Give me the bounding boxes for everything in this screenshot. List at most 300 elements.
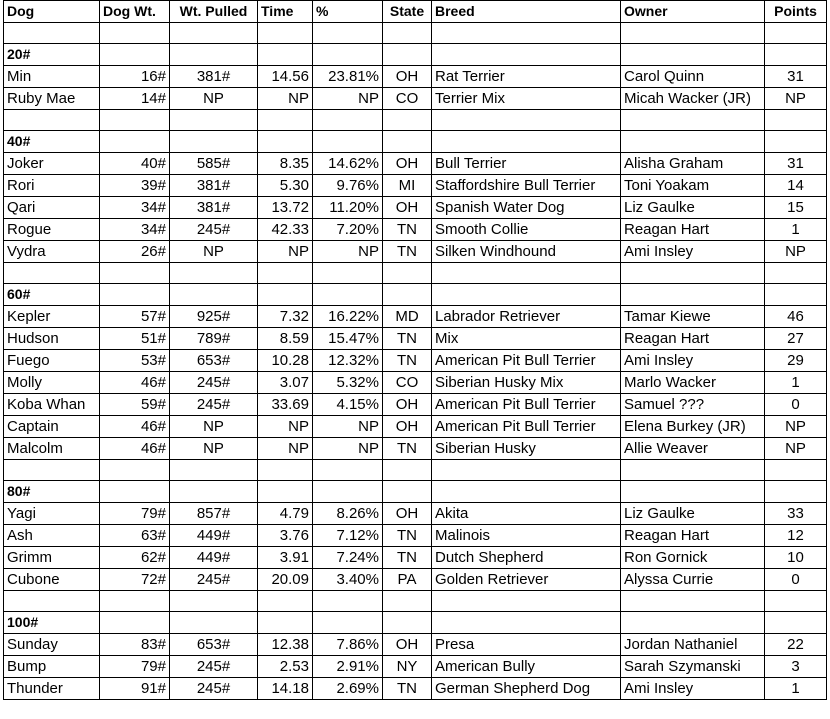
table-row: [4, 525, 827, 547]
empty-cell: [383, 110, 432, 131]
empty-cell: [621, 263, 765, 284]
cell-points: 29: [765, 350, 827, 372]
empty-cell: [383, 481, 432, 503]
cell-dog: Kepler: [4, 306, 100, 328]
empty-cell: [170, 460, 258, 481]
cell-state: OH: [383, 197, 432, 219]
empty-cell: [313, 263, 383, 284]
cell-breed: Silken Windhound: [432, 241, 621, 263]
empty-cell: [100, 460, 170, 481]
cell-owner: Reagan Hart: [621, 525, 765, 547]
table-row: [4, 197, 827, 219]
cell-points: NP: [765, 438, 827, 460]
cell-breed: Spanish Water Dog: [432, 197, 621, 219]
empty-cell: [383, 131, 432, 153]
empty-cell: [621, 23, 765, 44]
cell-owner: Ami Insley: [621, 350, 765, 372]
header-row: [4, 1, 827, 23]
cell-owner: Reagan Hart: [621, 219, 765, 241]
cell-state: CO: [383, 88, 432, 110]
cell-points: 15: [765, 197, 827, 219]
empty-cell: [432, 23, 621, 44]
cell-percent: 4.15%: [313, 394, 383, 416]
cell-breed: Presa: [432, 634, 621, 656]
empty-cell: [432, 263, 621, 284]
empty-cell: [258, 23, 313, 44]
cell-dog: Grimm: [4, 547, 100, 569]
cell-owner: Elena Burkey (JR): [621, 416, 765, 438]
column-header-breed: Breed: [432, 1, 621, 23]
cell-weight-pulled: 653#: [170, 350, 258, 372]
spacer-row: [4, 263, 827, 284]
cell-dog-weight: 91#: [100, 678, 170, 700]
cell-dog: Hudson: [4, 328, 100, 350]
weight-class-label: 60#: [4, 284, 100, 306]
weight-class-label: 80#: [4, 481, 100, 503]
empty-cell: [100, 481, 170, 503]
cell-dog-weight: 62#: [100, 547, 170, 569]
column-header-dog-weight: Dog Wt.: [100, 1, 170, 23]
cell-breed: Mix: [432, 328, 621, 350]
empty-cell: [765, 481, 827, 503]
cell-points: 1: [765, 372, 827, 394]
empty-cell: [100, 44, 170, 66]
cell-breed: Rat Terrier: [432, 66, 621, 88]
cell-state: TN: [383, 350, 432, 372]
empty-cell: [383, 44, 432, 66]
empty-cell: [258, 110, 313, 131]
empty-cell: [621, 284, 765, 306]
weight-class-label: 100#: [4, 612, 100, 634]
cell-weight-pulled: 245#: [170, 372, 258, 394]
cell-dog: Ruby Mae: [4, 88, 100, 110]
cell-state: MI: [383, 175, 432, 197]
cell-dog-weight: 39#: [100, 175, 170, 197]
cell-time: NP: [258, 241, 313, 263]
cell-state: TN: [383, 328, 432, 350]
cell-owner: Toni Yoakam: [621, 175, 765, 197]
cell-dog-weight: 57#: [100, 306, 170, 328]
cell-breed: American Bully: [432, 656, 621, 678]
table-row: [4, 394, 827, 416]
cell-weight-pulled: 245#: [170, 678, 258, 700]
empty-cell: [383, 460, 432, 481]
empty-cell: [170, 110, 258, 131]
empty-cell: [383, 284, 432, 306]
cell-state: CO: [383, 372, 432, 394]
empty-cell: [170, 131, 258, 153]
empty-cell: [432, 481, 621, 503]
table-row: [4, 678, 827, 700]
cell-dog: Koba Whan: [4, 394, 100, 416]
cell-breed: Smooth Collie: [432, 219, 621, 241]
empty-cell: [765, 460, 827, 481]
cell-time: 13.72: [258, 197, 313, 219]
cell-points: 14: [765, 175, 827, 197]
cell-dog: Yagi: [4, 503, 100, 525]
table-row: [4, 372, 827, 394]
empty-cell: [170, 23, 258, 44]
weight-class-row: [4, 284, 827, 306]
cell-percent: 7.12%: [313, 525, 383, 547]
empty-cell: [258, 612, 313, 634]
cell-owner: Ron Gornick: [621, 547, 765, 569]
cell-owner: Liz Gaulke: [621, 197, 765, 219]
cell-state: OH: [383, 503, 432, 525]
cell-breed: American Pit Bull Terrier: [432, 416, 621, 438]
empty-cell: [170, 284, 258, 306]
cell-state: TN: [383, 219, 432, 241]
cell-time: NP: [258, 88, 313, 110]
cell-percent: 15.47%: [313, 328, 383, 350]
cell-time: 3.76: [258, 525, 313, 547]
cell-dog: Thunder: [4, 678, 100, 700]
empty-cell: [258, 591, 313, 612]
cell-weight-pulled: 245#: [170, 569, 258, 591]
cell-percent: 3.40%: [313, 569, 383, 591]
empty-cell: [258, 284, 313, 306]
cell-weight-pulled: 381#: [170, 66, 258, 88]
column-header-points: Points: [765, 1, 827, 23]
cell-weight-pulled: NP: [170, 416, 258, 438]
empty-cell: [621, 131, 765, 153]
cell-weight-pulled: 245#: [170, 656, 258, 678]
cell-dog-weight: 72#: [100, 569, 170, 591]
cell-time: 42.33: [258, 219, 313, 241]
cell-weight-pulled: 381#: [170, 197, 258, 219]
empty-cell: [313, 481, 383, 503]
table-row: [4, 66, 827, 88]
empty-cell: [258, 481, 313, 503]
cell-dog: Sunday: [4, 634, 100, 656]
table-row: [4, 503, 827, 525]
empty-cell: [4, 263, 100, 284]
cell-breed: Siberian Husky: [432, 438, 621, 460]
empty-cell: [383, 263, 432, 284]
results-table: [3, 0, 827, 700]
cell-dog-weight: 83#: [100, 634, 170, 656]
cell-percent: 8.26%: [313, 503, 383, 525]
cell-state: TN: [383, 438, 432, 460]
table-row: [4, 88, 827, 110]
empty-cell: [258, 131, 313, 153]
cell-breed: Bull Terrier: [432, 153, 621, 175]
empty-cell: [4, 23, 100, 44]
empty-cell: [383, 591, 432, 612]
column-header-owner: Owner: [621, 1, 765, 23]
empty-cell: [621, 110, 765, 131]
cell-weight-pulled: 449#: [170, 547, 258, 569]
column-header-percent: %: [313, 1, 383, 23]
cell-dog-weight: 46#: [100, 438, 170, 460]
cell-percent: NP: [313, 438, 383, 460]
cell-dog-weight: 46#: [100, 416, 170, 438]
cell-breed: Akita: [432, 503, 621, 525]
cell-time: 14.18: [258, 678, 313, 700]
cell-dog-weight: 53#: [100, 350, 170, 372]
cell-weight-pulled: 449#: [170, 525, 258, 547]
empty-cell: [765, 131, 827, 153]
cell-time: 12.38: [258, 634, 313, 656]
cell-percent: 2.91%: [313, 656, 383, 678]
empty-cell: [432, 460, 621, 481]
table-row: [4, 569, 827, 591]
cell-dog: Rori: [4, 175, 100, 197]
cell-percent: 14.62%: [313, 153, 383, 175]
cell-points: NP: [765, 88, 827, 110]
cell-time: 4.79: [258, 503, 313, 525]
table-row: [4, 306, 827, 328]
table-row: [4, 241, 827, 263]
weight-class-row: [4, 612, 827, 634]
cell-time: 8.59: [258, 328, 313, 350]
cell-breed: American Pit Bull Terrier: [432, 394, 621, 416]
cell-owner: Ami Insley: [621, 678, 765, 700]
empty-cell: [258, 460, 313, 481]
cell-time: 14.56: [258, 66, 313, 88]
empty-cell: [313, 131, 383, 153]
cell-weight-pulled: 245#: [170, 219, 258, 241]
table-row: [4, 350, 827, 372]
empty-cell: [313, 460, 383, 481]
empty-cell: [258, 263, 313, 284]
table-row: [4, 634, 827, 656]
empty-cell: [621, 44, 765, 66]
cell-percent: 5.32%: [313, 372, 383, 394]
empty-cell: [765, 44, 827, 66]
cell-owner: Alisha Graham: [621, 153, 765, 175]
empty-cell: [313, 591, 383, 612]
empty-cell: [313, 110, 383, 131]
cell-percent: 23.81%: [313, 66, 383, 88]
cell-dog-weight: 16#: [100, 66, 170, 88]
table-row: [4, 175, 827, 197]
empty-cell: [313, 612, 383, 634]
cell-dog: Joker: [4, 153, 100, 175]
empty-cell: [383, 23, 432, 44]
cell-owner: Tamar Kiewe: [621, 306, 765, 328]
column-header-dog: Dog: [4, 1, 100, 23]
column-header-weight-pulled: Wt. Pulled: [170, 1, 258, 23]
cell-percent: 7.24%: [313, 547, 383, 569]
cell-breed: Golden Retriever: [432, 569, 621, 591]
cell-state: OH: [383, 634, 432, 656]
cell-percent: NP: [313, 241, 383, 263]
empty-cell: [432, 612, 621, 634]
cell-dog-weight: 14#: [100, 88, 170, 110]
cell-weight-pulled: NP: [170, 241, 258, 263]
cell-weight-pulled: 585#: [170, 153, 258, 175]
cell-dog-weight: 59#: [100, 394, 170, 416]
empty-cell: [432, 131, 621, 153]
cell-owner: Carol Quinn: [621, 66, 765, 88]
cell-points: 10: [765, 547, 827, 569]
cell-time: NP: [258, 438, 313, 460]
cell-weight-pulled: 857#: [170, 503, 258, 525]
empty-cell: [258, 44, 313, 66]
cell-state: MD: [383, 306, 432, 328]
cell-breed: Dutch Shepherd: [432, 547, 621, 569]
cell-state: TN: [383, 678, 432, 700]
cell-dog: Min: [4, 66, 100, 88]
cell-weight-pulled: NP: [170, 438, 258, 460]
cell-percent: NP: [313, 416, 383, 438]
cell-owner: Jordan Nathaniel: [621, 634, 765, 656]
cell-dog: Qari: [4, 197, 100, 219]
cell-dog-weight: 63#: [100, 525, 170, 547]
cell-breed: American Pit Bull Terrier: [432, 350, 621, 372]
cell-dog: Cubone: [4, 569, 100, 591]
cell-dog-weight: 34#: [100, 219, 170, 241]
cell-dog: Fuego: [4, 350, 100, 372]
cell-points: NP: [765, 416, 827, 438]
cell-dog: Molly: [4, 372, 100, 394]
cell-percent: 9.76%: [313, 175, 383, 197]
cell-points: 31: [765, 66, 827, 88]
cell-state: PA: [383, 569, 432, 591]
cell-weight-pulled: 653#: [170, 634, 258, 656]
empty-cell: [621, 591, 765, 612]
column-header-state: State: [383, 1, 432, 23]
cell-dog: Malcolm: [4, 438, 100, 460]
cell-percent: 12.32%: [313, 350, 383, 372]
cell-dog-weight: 79#: [100, 503, 170, 525]
empty-cell: [170, 263, 258, 284]
cell-state: TN: [383, 525, 432, 547]
empty-cell: [383, 612, 432, 634]
cell-points: 31: [765, 153, 827, 175]
cell-dog: Vydra: [4, 241, 100, 263]
empty-cell: [100, 284, 170, 306]
cell-percent: 16.22%: [313, 306, 383, 328]
empty-cell: [4, 110, 100, 131]
empty-cell: [4, 591, 100, 612]
table-row: [4, 153, 827, 175]
cell-breed: Terrier Mix: [432, 88, 621, 110]
cell-state: OH: [383, 153, 432, 175]
empty-cell: [100, 110, 170, 131]
cell-points: NP: [765, 241, 827, 263]
cell-dog: Rogue: [4, 219, 100, 241]
empty-cell: [100, 591, 170, 612]
column-header-time: Time: [258, 1, 313, 23]
cell-breed: German Shepherd Dog: [432, 678, 621, 700]
cell-points: 1: [765, 219, 827, 241]
cell-weight-pulled: NP: [170, 88, 258, 110]
cell-time: 7.32: [258, 306, 313, 328]
cell-points: 46: [765, 306, 827, 328]
cell-dog-weight: 40#: [100, 153, 170, 175]
cell-dog-weight: 26#: [100, 241, 170, 263]
empty-cell: [432, 110, 621, 131]
empty-cell: [170, 481, 258, 503]
table-row: [4, 328, 827, 350]
empty-cell: [765, 263, 827, 284]
cell-dog: Ash: [4, 525, 100, 547]
cell-state: TN: [383, 241, 432, 263]
cell-dog-weight: 46#: [100, 372, 170, 394]
empty-cell: [765, 23, 827, 44]
weight-class-row: [4, 44, 827, 66]
cell-time: 10.28: [258, 350, 313, 372]
empty-cell: [313, 284, 383, 306]
cell-state: OH: [383, 416, 432, 438]
cell-dog: Captain: [4, 416, 100, 438]
cell-owner: Marlo Wacker: [621, 372, 765, 394]
empty-cell: [4, 460, 100, 481]
spacer-row: [4, 460, 827, 481]
cell-breed: Malinois: [432, 525, 621, 547]
cell-percent: 2.69%: [313, 678, 383, 700]
cell-points: 0: [765, 394, 827, 416]
weight-class-label: 40#: [4, 131, 100, 153]
cell-dog-weight: 34#: [100, 197, 170, 219]
cell-percent: 7.20%: [313, 219, 383, 241]
cell-breed: Labrador Retriever: [432, 306, 621, 328]
empty-cell: [432, 591, 621, 612]
spacer-row: [4, 23, 827, 44]
cell-time: 3.91: [258, 547, 313, 569]
cell-points: 22: [765, 634, 827, 656]
cell-owner: Ami Insley: [621, 241, 765, 263]
empty-cell: [432, 284, 621, 306]
empty-cell: [765, 284, 827, 306]
weight-class-row: [4, 131, 827, 153]
empty-cell: [621, 481, 765, 503]
cell-state: OH: [383, 394, 432, 416]
cell-time: 3.07: [258, 372, 313, 394]
cell-state: TN: [383, 547, 432, 569]
empty-cell: [100, 131, 170, 153]
cell-points: 12: [765, 525, 827, 547]
cell-weight-pulled: 789#: [170, 328, 258, 350]
cell-time: 8.35: [258, 153, 313, 175]
empty-cell: [313, 44, 383, 66]
cell-time: 33.69: [258, 394, 313, 416]
empty-cell: [432, 44, 621, 66]
cell-points: 1: [765, 678, 827, 700]
empty-cell: [765, 591, 827, 612]
cell-weight-pulled: 245#: [170, 394, 258, 416]
empty-cell: [170, 591, 258, 612]
cell-owner: Reagan Hart: [621, 328, 765, 350]
empty-cell: [100, 23, 170, 44]
cell-percent: NP: [313, 88, 383, 110]
spacer-row: [4, 591, 827, 612]
table-row: [4, 219, 827, 241]
cell-dog-weight: 51#: [100, 328, 170, 350]
cell-points: 0: [765, 569, 827, 591]
empty-cell: [313, 23, 383, 44]
empty-cell: [621, 612, 765, 634]
empty-cell: [765, 612, 827, 634]
table-row: [4, 547, 827, 569]
table-row: [4, 416, 827, 438]
cell-time: NP: [258, 416, 313, 438]
cell-breed: Siberian Husky Mix: [432, 372, 621, 394]
cell-breed: Staffordshire Bull Terrier: [432, 175, 621, 197]
cell-time: 2.53: [258, 656, 313, 678]
weight-class-label: 20#: [4, 44, 100, 66]
cell-points: 33: [765, 503, 827, 525]
empty-cell: [100, 263, 170, 284]
cell-state: OH: [383, 66, 432, 88]
cell-owner: Samuel ???: [621, 394, 765, 416]
cell-weight-pulled: 925#: [170, 306, 258, 328]
cell-points: 27: [765, 328, 827, 350]
cell-points: 3: [765, 656, 827, 678]
cell-owner: Micah Wacker (JR): [621, 88, 765, 110]
